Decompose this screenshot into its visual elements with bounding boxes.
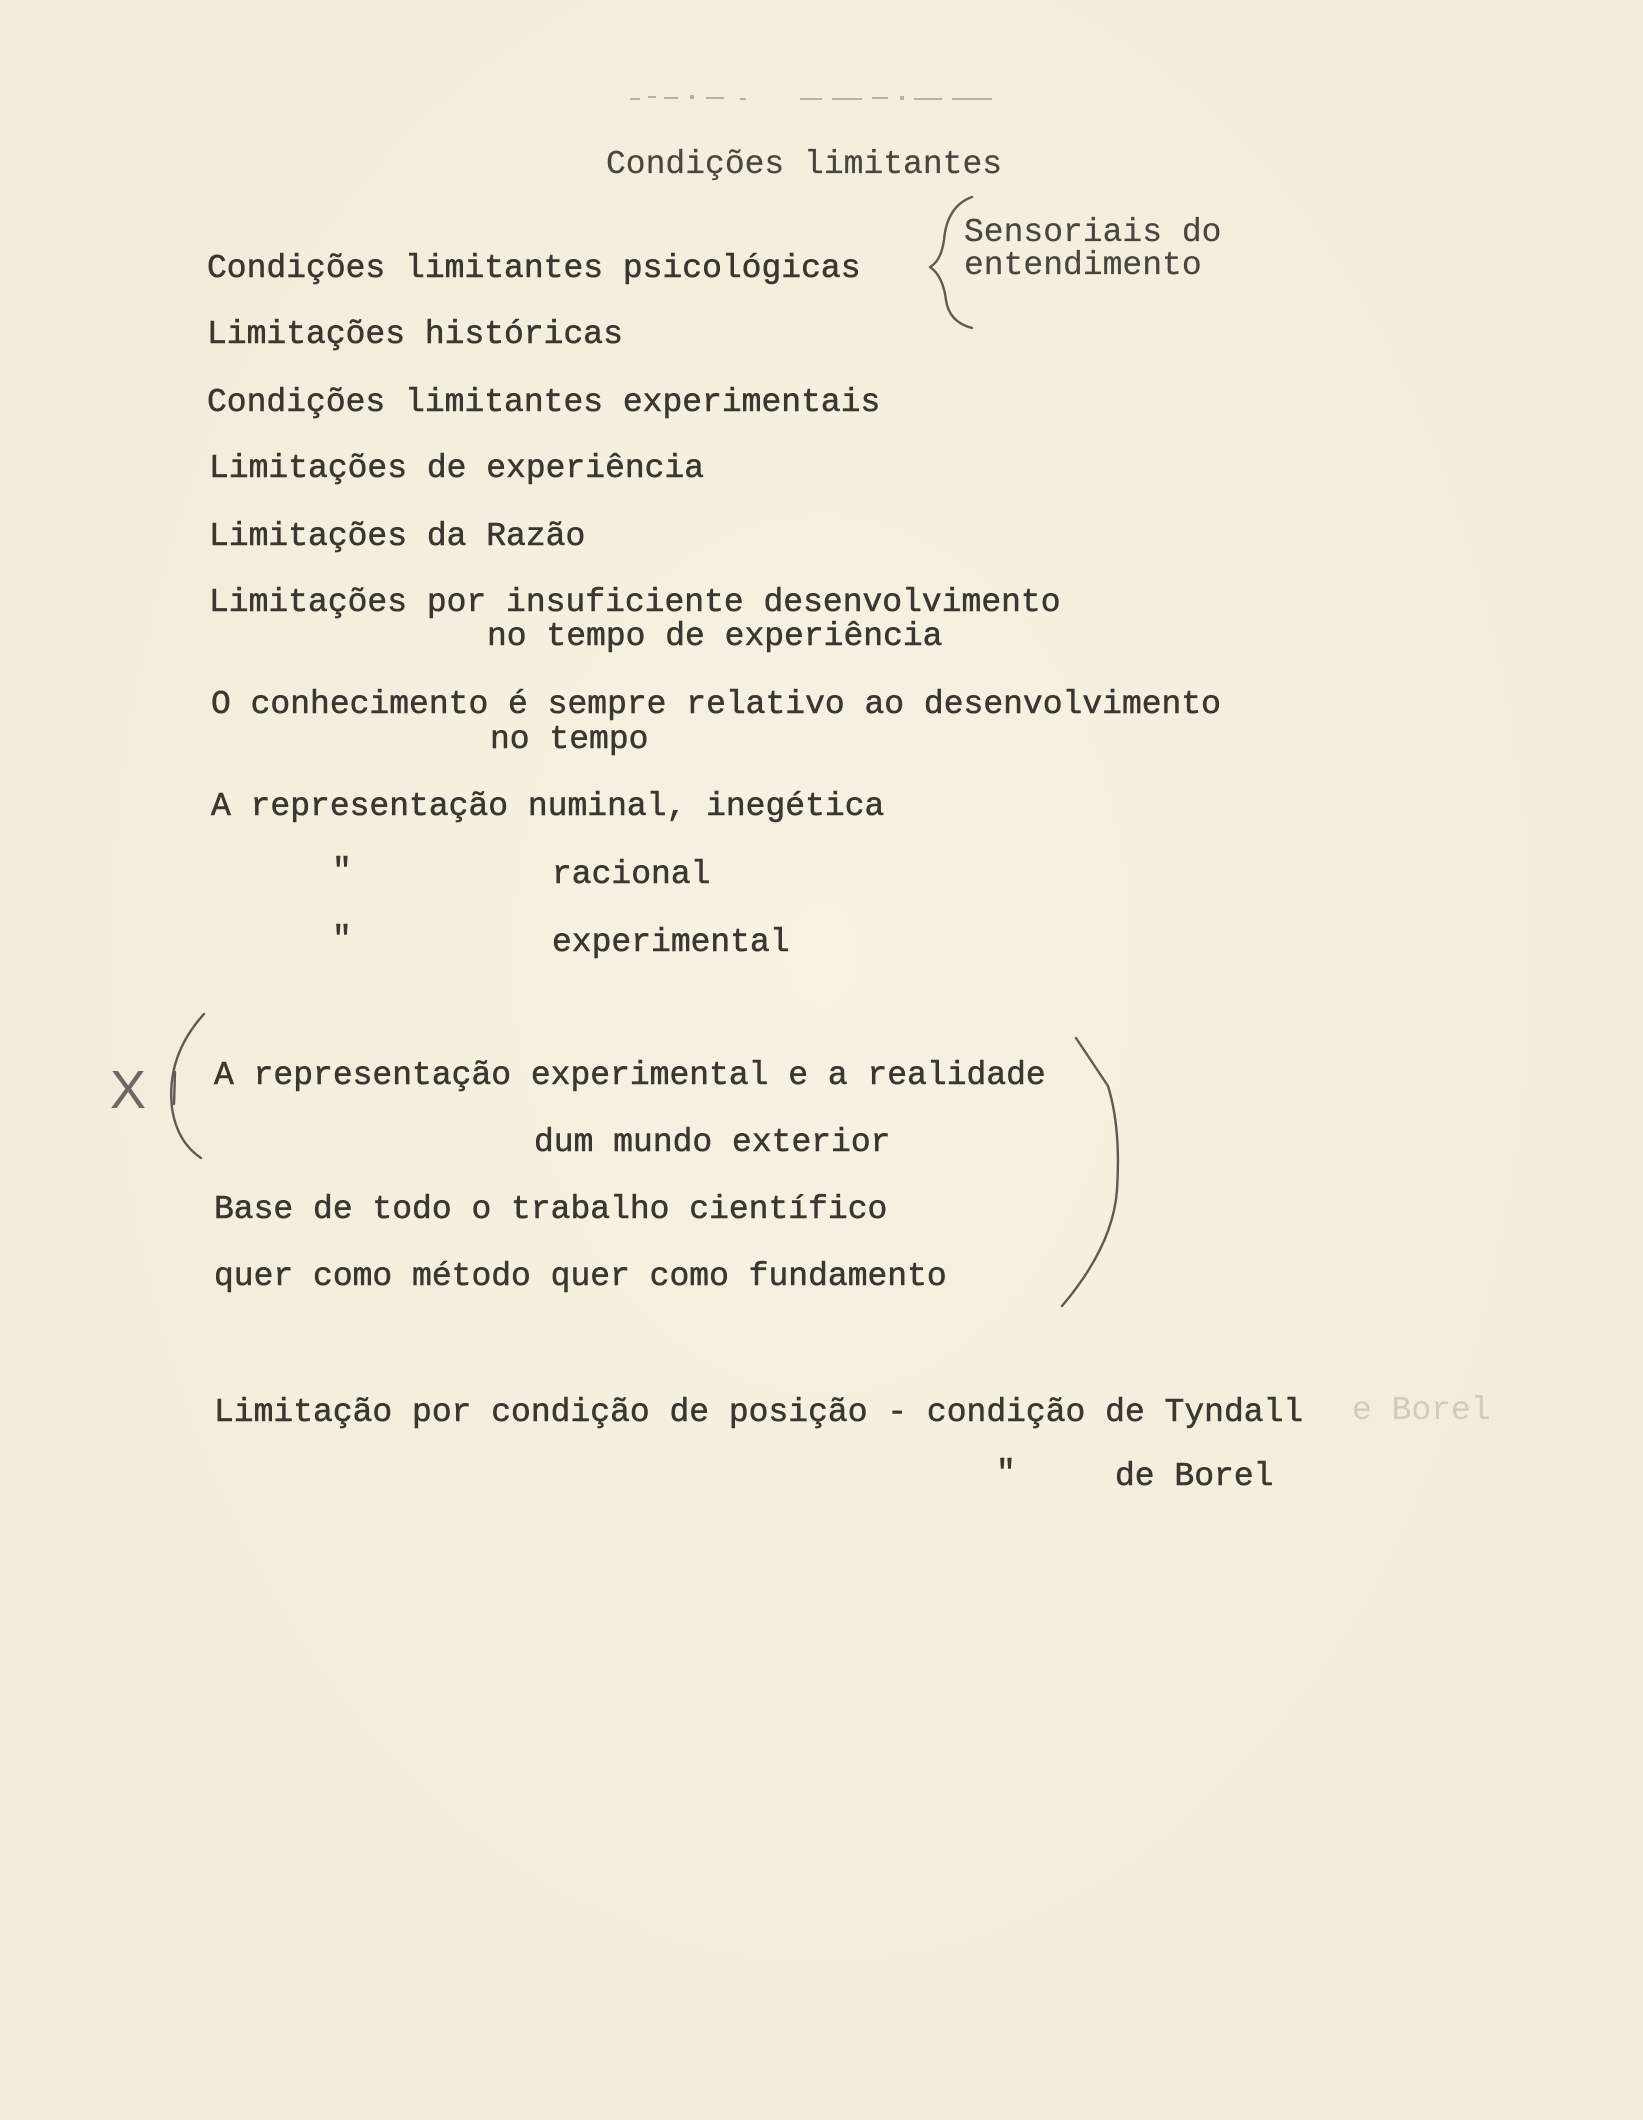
position-limitation-continuation: de Borel bbox=[1115, 1458, 1274, 1495]
margin-x-mark: X bbox=[110, 1060, 147, 1120]
limitation-development-continuation: no tempo de experiência bbox=[487, 618, 943, 655]
representation-rational: racional bbox=[552, 856, 711, 893]
position-limitation: Limitação por condição de posição - condição de Tyndall bbox=[214, 1394, 1304, 1431]
faint-header-marks bbox=[630, 95, 992, 100]
page-title: Condições limitantes bbox=[606, 146, 1003, 183]
position-limitation-faint-text: e Borel bbox=[1352, 1392, 1491, 1429]
relativity-continuation: no tempo bbox=[490, 721, 649, 758]
ditto-mark-2: " bbox=[332, 921, 352, 958]
block-left-parenthesis bbox=[171, 1014, 204, 1158]
block-right-bracket bbox=[1062, 1038, 1118, 1306]
relativity-statement: O conhecimento é sempre relativo ao desenvolvimento bbox=[211, 686, 1221, 723]
representation-heading: A representação numinal, inegética bbox=[211, 788, 885, 825]
marked-line-2: dum mundo exterior bbox=[534, 1124, 891, 1161]
ditto-mark-1: " bbox=[332, 853, 352, 890]
limitation-development: Limitações por insuficiente desenvolvimento bbox=[209, 584, 1061, 621]
block-left-tick bbox=[174, 1072, 175, 1104]
side-note-line-1: Sensoriais do bbox=[964, 214, 1222, 251]
marked-line-4: quer como método quer como fundamento bbox=[214, 1258, 947, 1295]
side-note-line-2: entendimento bbox=[964, 247, 1202, 284]
limitation-experimental: Condições limitantes experimentais bbox=[207, 384, 881, 421]
ditto-mark-3: " bbox=[996, 1455, 1016, 1492]
marked-line-3: Base de todo o trabalho científico bbox=[214, 1191, 888, 1228]
limitation-psychological: Condições limitantes psicológicas bbox=[207, 250, 861, 287]
limitation-experience: Limitações de experiência bbox=[209, 450, 705, 487]
marked-line-1: A representação experimental e a realidade bbox=[214, 1057, 1046, 1094]
limitation-historical: Limitações históricas bbox=[207, 316, 623, 353]
limitation-reason: Limitações da Razão bbox=[209, 518, 586, 555]
representation-experimental: experimental bbox=[552, 924, 790, 961]
